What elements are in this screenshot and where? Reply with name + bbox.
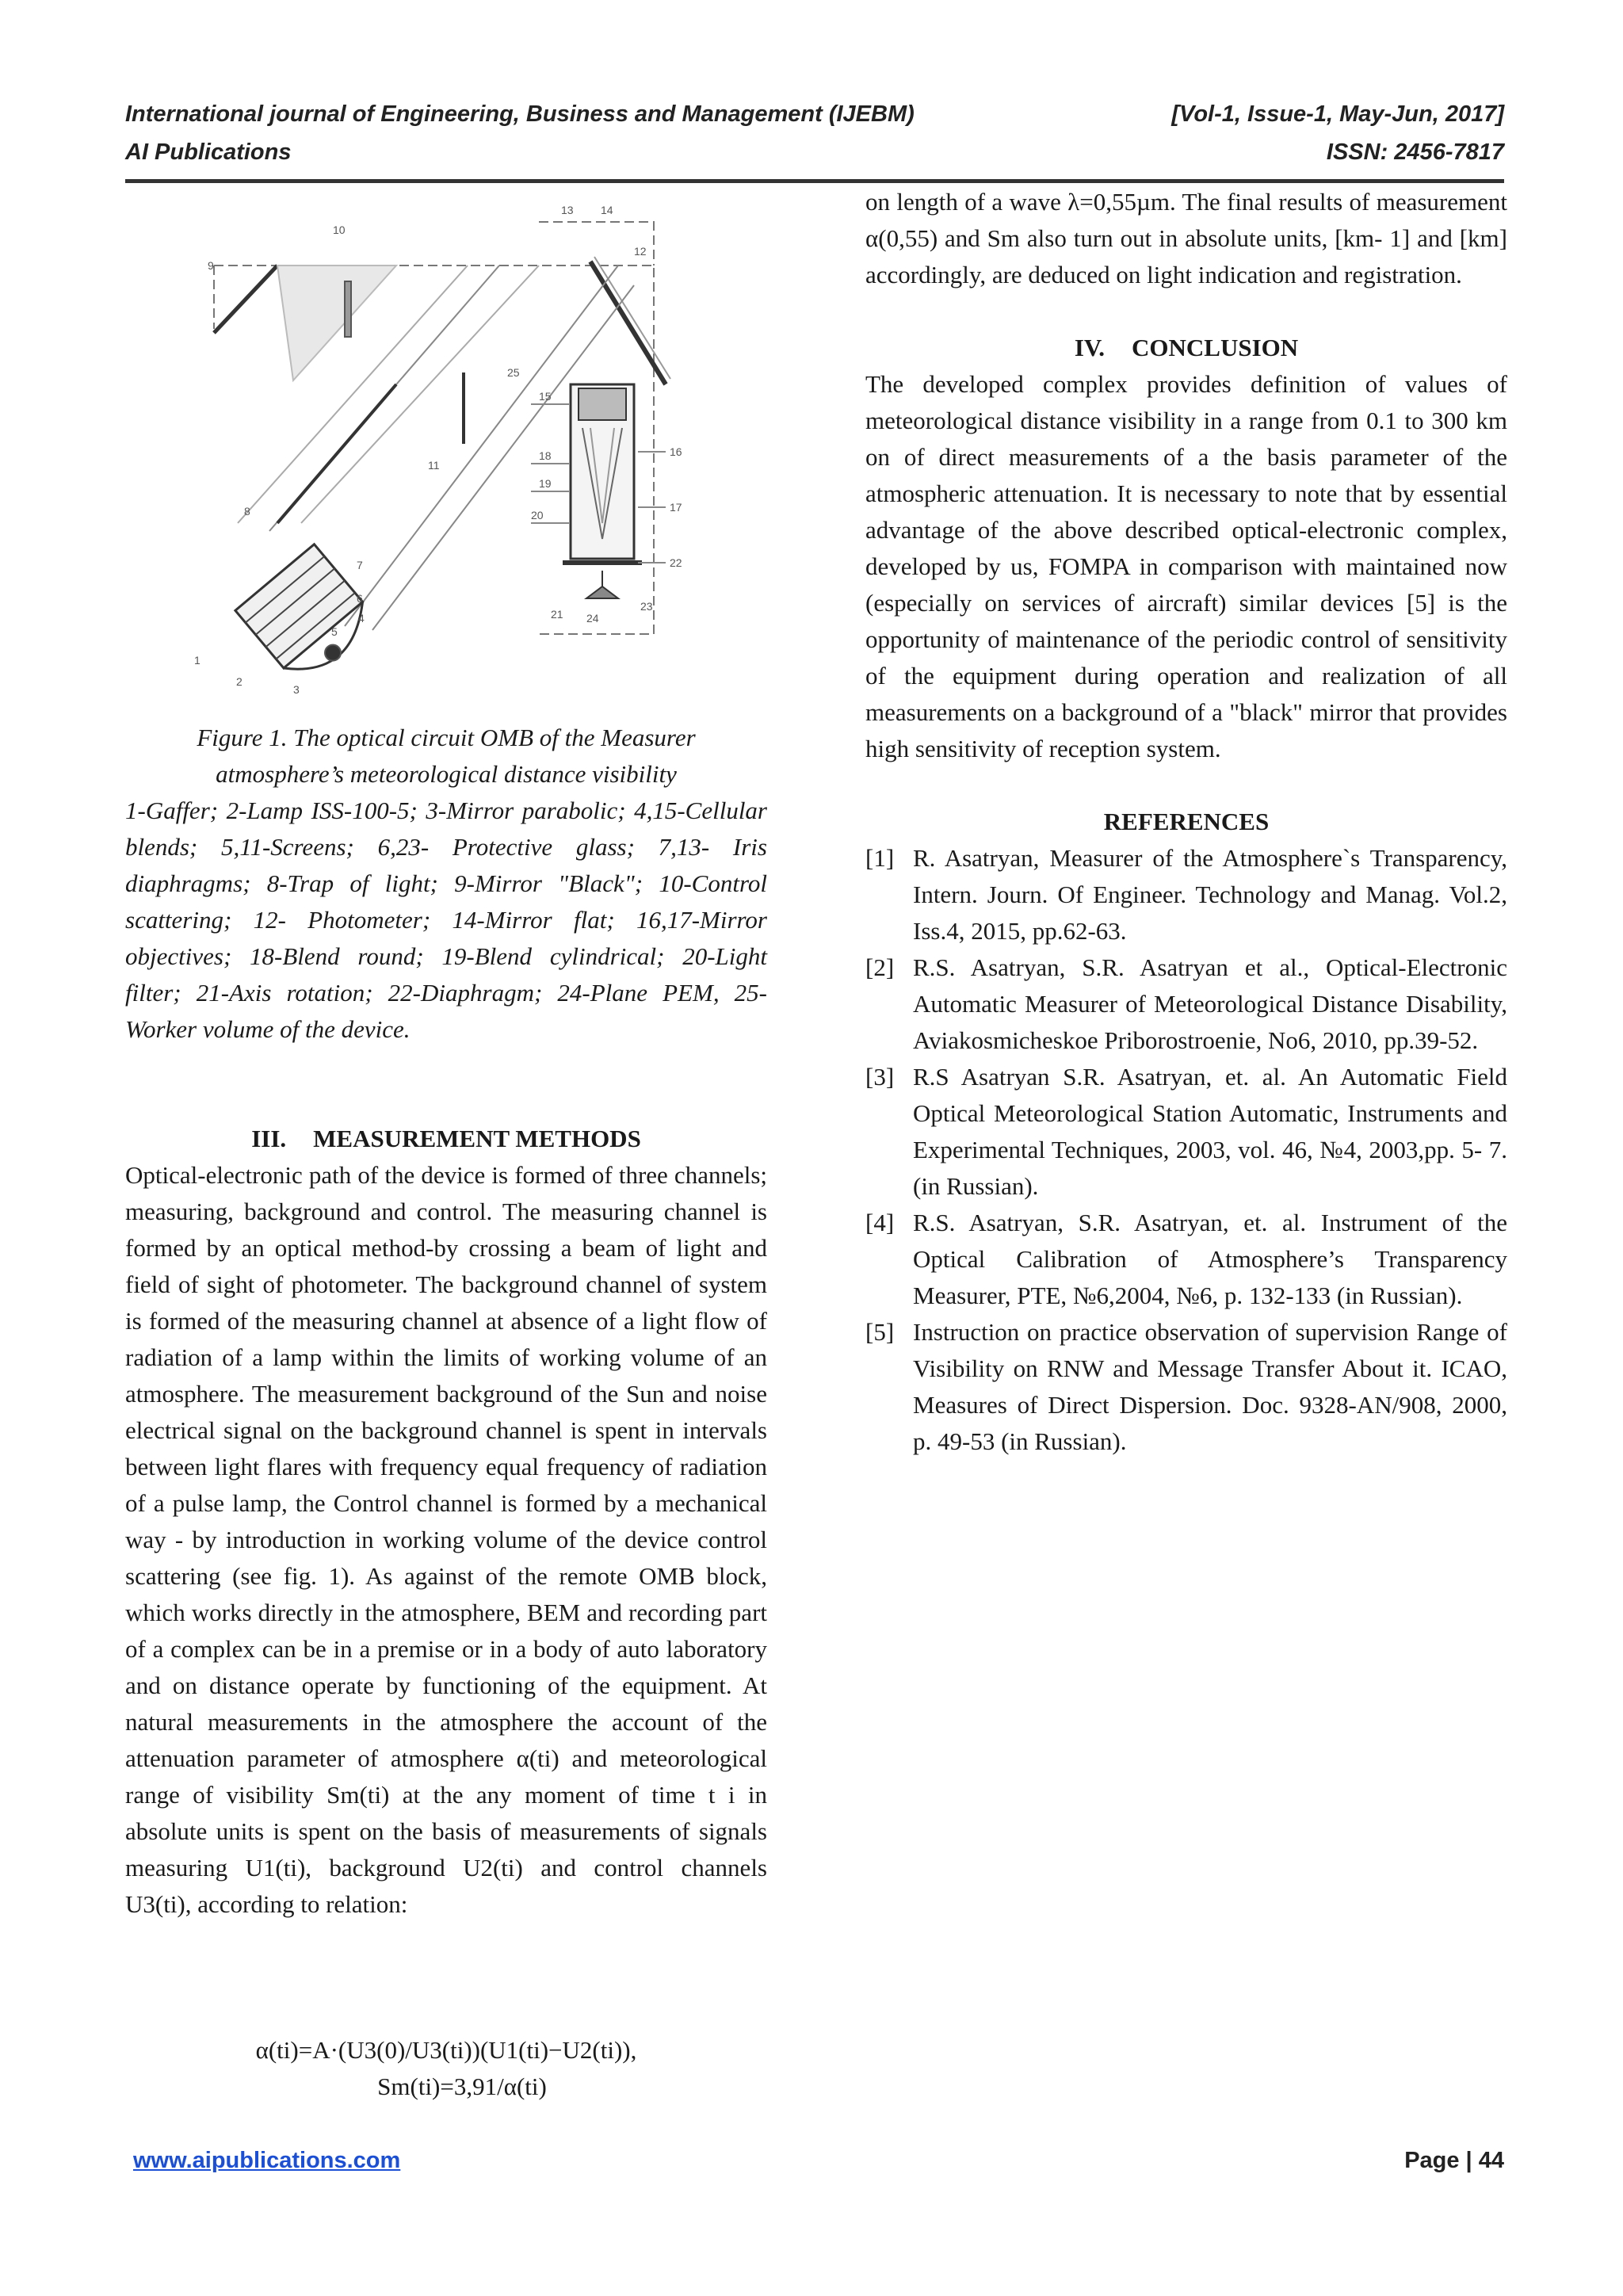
section-3-title: MEASUREMENT METHODS (313, 1125, 641, 1152)
publisher-website-link[interactable]: www.aipublications.com (133, 2148, 401, 2173)
journal-name: International journal of Engineering, Business and Management (IJEBM) (125, 101, 915, 127)
figure-label-11: 11 (428, 459, 440, 472)
section-3-heading (125, 1121, 767, 1157)
reference-text: R.S. Asatryan, S.R. Asatryan, et. al. Instrument of the Optical Calibration of Atmosphere’s Transparency Measurer, PTE, №6,2004, №6, p. 132-133 (in Russian). (913, 1209, 1507, 1309)
volume-issue: [Vol-1, Issue-1, May-Jun, 2017] (1171, 101, 1504, 127)
reference-item (865, 949, 1507, 1059)
section-3-paragraph: Optical-electronic path of the device is formed of three channels; measuring, background and control. The measuring channel is formed by an optical method-by crossing a beam of light and field of sight of photometer. The background channel of system is formed of the measuring channel at absence of a light flow of radiation of a lamp within the limits of working volume of an atmosphere. The measurement background of the Sun and noise electrical signal on the background channel is spent in intervals between light flares with frequency equal frequency of radiation of a pulse lamp, the Control channel is formed by a mechanical way - by introduction in working volume of the device control scattering (see fig. 1). As against of the remote OMB block, which works directly in the atmosphere, BEM and recording part of a complex can be in a premise or in a body of auto laboratory and on distance operate by functioning of the equipment. At natural measurements in the atmosphere the account of the attenuation parameter of atmosphere α(ti) and meteorological range of visibility Sm(ti) at the any moment of time t i in absolute units is spent on the basis of measurements of signals measuring U1(ti), background U2(ti) and control channels U3(ti), according to relation: (125, 1161, 767, 1918)
reference-text: R.S Asatryan S.R. Asatryan, et. al. An Automatic Field Optical Meteorological Station Automatic, Instruments and Experimental Techniques, 2003, vol. 46, №4, 2003,pp. 5- 7. (in Russian). (913, 1063, 1507, 1200)
conclusion-heading (865, 330, 1507, 366)
caption-line-1: Figure 1. The optical circuit OMB of the Measurer (197, 724, 696, 751)
conclusion-paragraph: The developed complex provides definition of values of meteorological distance visibility in a range from 0.1 to 300 km on of direct measurements of a the basis parameter of the atmospheric attenuation. It is necessary to note that by essential advantage of the above described optical-electronic complex, developed by us, FOMPA in comparison with maintained now (especially on services of aircraft) similar devices [5] is the opportunity of maintenance of the periodic control of sensitivity of the equipment during operation and realization of all measurements on a background of a "black" mirror that provides high sensitivity of reception system. (865, 370, 1507, 762)
figure-label-20: 20 (531, 509, 544, 521)
page-number: Page | 44 (1404, 2148, 1504, 2173)
header-rule (125, 179, 1504, 183)
figure-label-19: 19 (539, 477, 552, 490)
reference-number: [1] (865, 844, 895, 872)
caption-legend: 1-Gaffer; 2-Lamp ISS-100-5; 3-Mirror parabolic; 4,15-Cellular blends; 5,11-Screens; 6,23- Protective glass; 7,13- Iris diaphragms; 8-Trap of light; 9-Mirror "Black"; 10-Control scattering; 12- Photometer; 14-Mirror flat; 16,17-Mirror objectives; 18-Blend round; 19-Blend cylindrical; 20-Light filter; 21-Axis rotation; 22-Diaphragm; 24-Plane PEM, 25-Worker volume of the device. (125, 797, 767, 1043)
reference-text: Instruction on practice observation of supervision Range of Visibility on RNW and Message Transfer About it. ICAO, Measures of Direct Dispersion. Doc. 9328-AN/908, 2000, p. 49-53 (in Russian). (913, 1318, 1507, 1455)
figure-label-13: 13 (561, 204, 574, 216)
figure-label-1: 1 (194, 654, 200, 667)
figure-label-25: 25 (507, 366, 520, 379)
figure-label-3: 3 (293, 683, 300, 696)
figure-label-6: 6 (357, 592, 363, 605)
figure-label-10: 10 (333, 223, 346, 236)
figure-caption (125, 720, 767, 1048)
figure-label-17: 17 (670, 501, 682, 514)
conclusion-number: IV. (1074, 334, 1106, 361)
figure-label-18: 18 (539, 449, 552, 462)
continuation-paragraph: on length of a wave λ=0,55µm. The final results of measurement α(0,55) and Sm also turn out in absolute units, [km- 1] and [km] accordingly, are deduced on light indication and registration. (865, 188, 1507, 288)
right-column (865, 184, 1507, 1460)
equation-alpha: α(ti)=A·(U3(0)/U3(ti))(U1(ti)−U2(ti)), (255, 2036, 637, 2064)
left-column-body (125, 1121, 767, 1923)
figure-label-24: 24 (586, 612, 599, 625)
reference-text: R.S. Asatryan, S.R. Asatryan et al., Optical-Electronic Automatic Measurer of Meteorological Distance Disability, Aviakosmicheskoe Priborostroenie, No6, 2010, pp.39-52. (913, 953, 1507, 1054)
reference-number: [4] (865, 1209, 895, 1236)
figure-label-9: 9 (208, 259, 214, 272)
reference-number: [3] (865, 1063, 895, 1091)
figure-label-21: 21 (551, 608, 563, 621)
issn: ISSN: 2456-7817 (1326, 139, 1504, 165)
section-3-number: III. (251, 1125, 287, 1152)
figure-label-16: 16 (670, 445, 682, 458)
optical-circuit-figure (190, 190, 705, 697)
figure-label-14: 14 (601, 204, 613, 216)
publisher-name: AI Publications (125, 139, 292, 165)
reference-item (865, 840, 1507, 949)
reference-item (865, 1314, 1507, 1460)
figure-label-12: 12 (634, 245, 647, 258)
conclusion-title: CONCLUSION (1132, 334, 1299, 361)
figure-label-8: 8 (244, 505, 250, 518)
figure-label-5: 5 (331, 625, 338, 638)
figure-label-2: 2 (236, 675, 242, 688)
reference-text: R. Asatryan, Measurer of the Atmosphere`s Transparency, Intern. Journ. Of Engineer. Technology and Manag. Vol.2, Iss.4, 2015, pp.62-63. (913, 844, 1507, 945)
figure-label-7: 7 (357, 559, 363, 571)
references-heading: REFERENCES (1103, 808, 1270, 835)
figure-label-23: 23 (640, 600, 653, 613)
figure-label-22: 22 (670, 556, 682, 569)
figure-label-15: 15 (539, 390, 552, 403)
reference-number: [5] (865, 1318, 895, 1346)
equation-sm: Sm(ti)=3,91/α(ti) (377, 2073, 547, 2100)
reference-number: [2] (865, 953, 895, 981)
reference-item (865, 1059, 1507, 1205)
reference-item (865, 1205, 1507, 1314)
figure-label-4: 4 (358, 612, 365, 625)
caption-line-2: atmosphere’s meteorological distance visibility (216, 760, 677, 788)
